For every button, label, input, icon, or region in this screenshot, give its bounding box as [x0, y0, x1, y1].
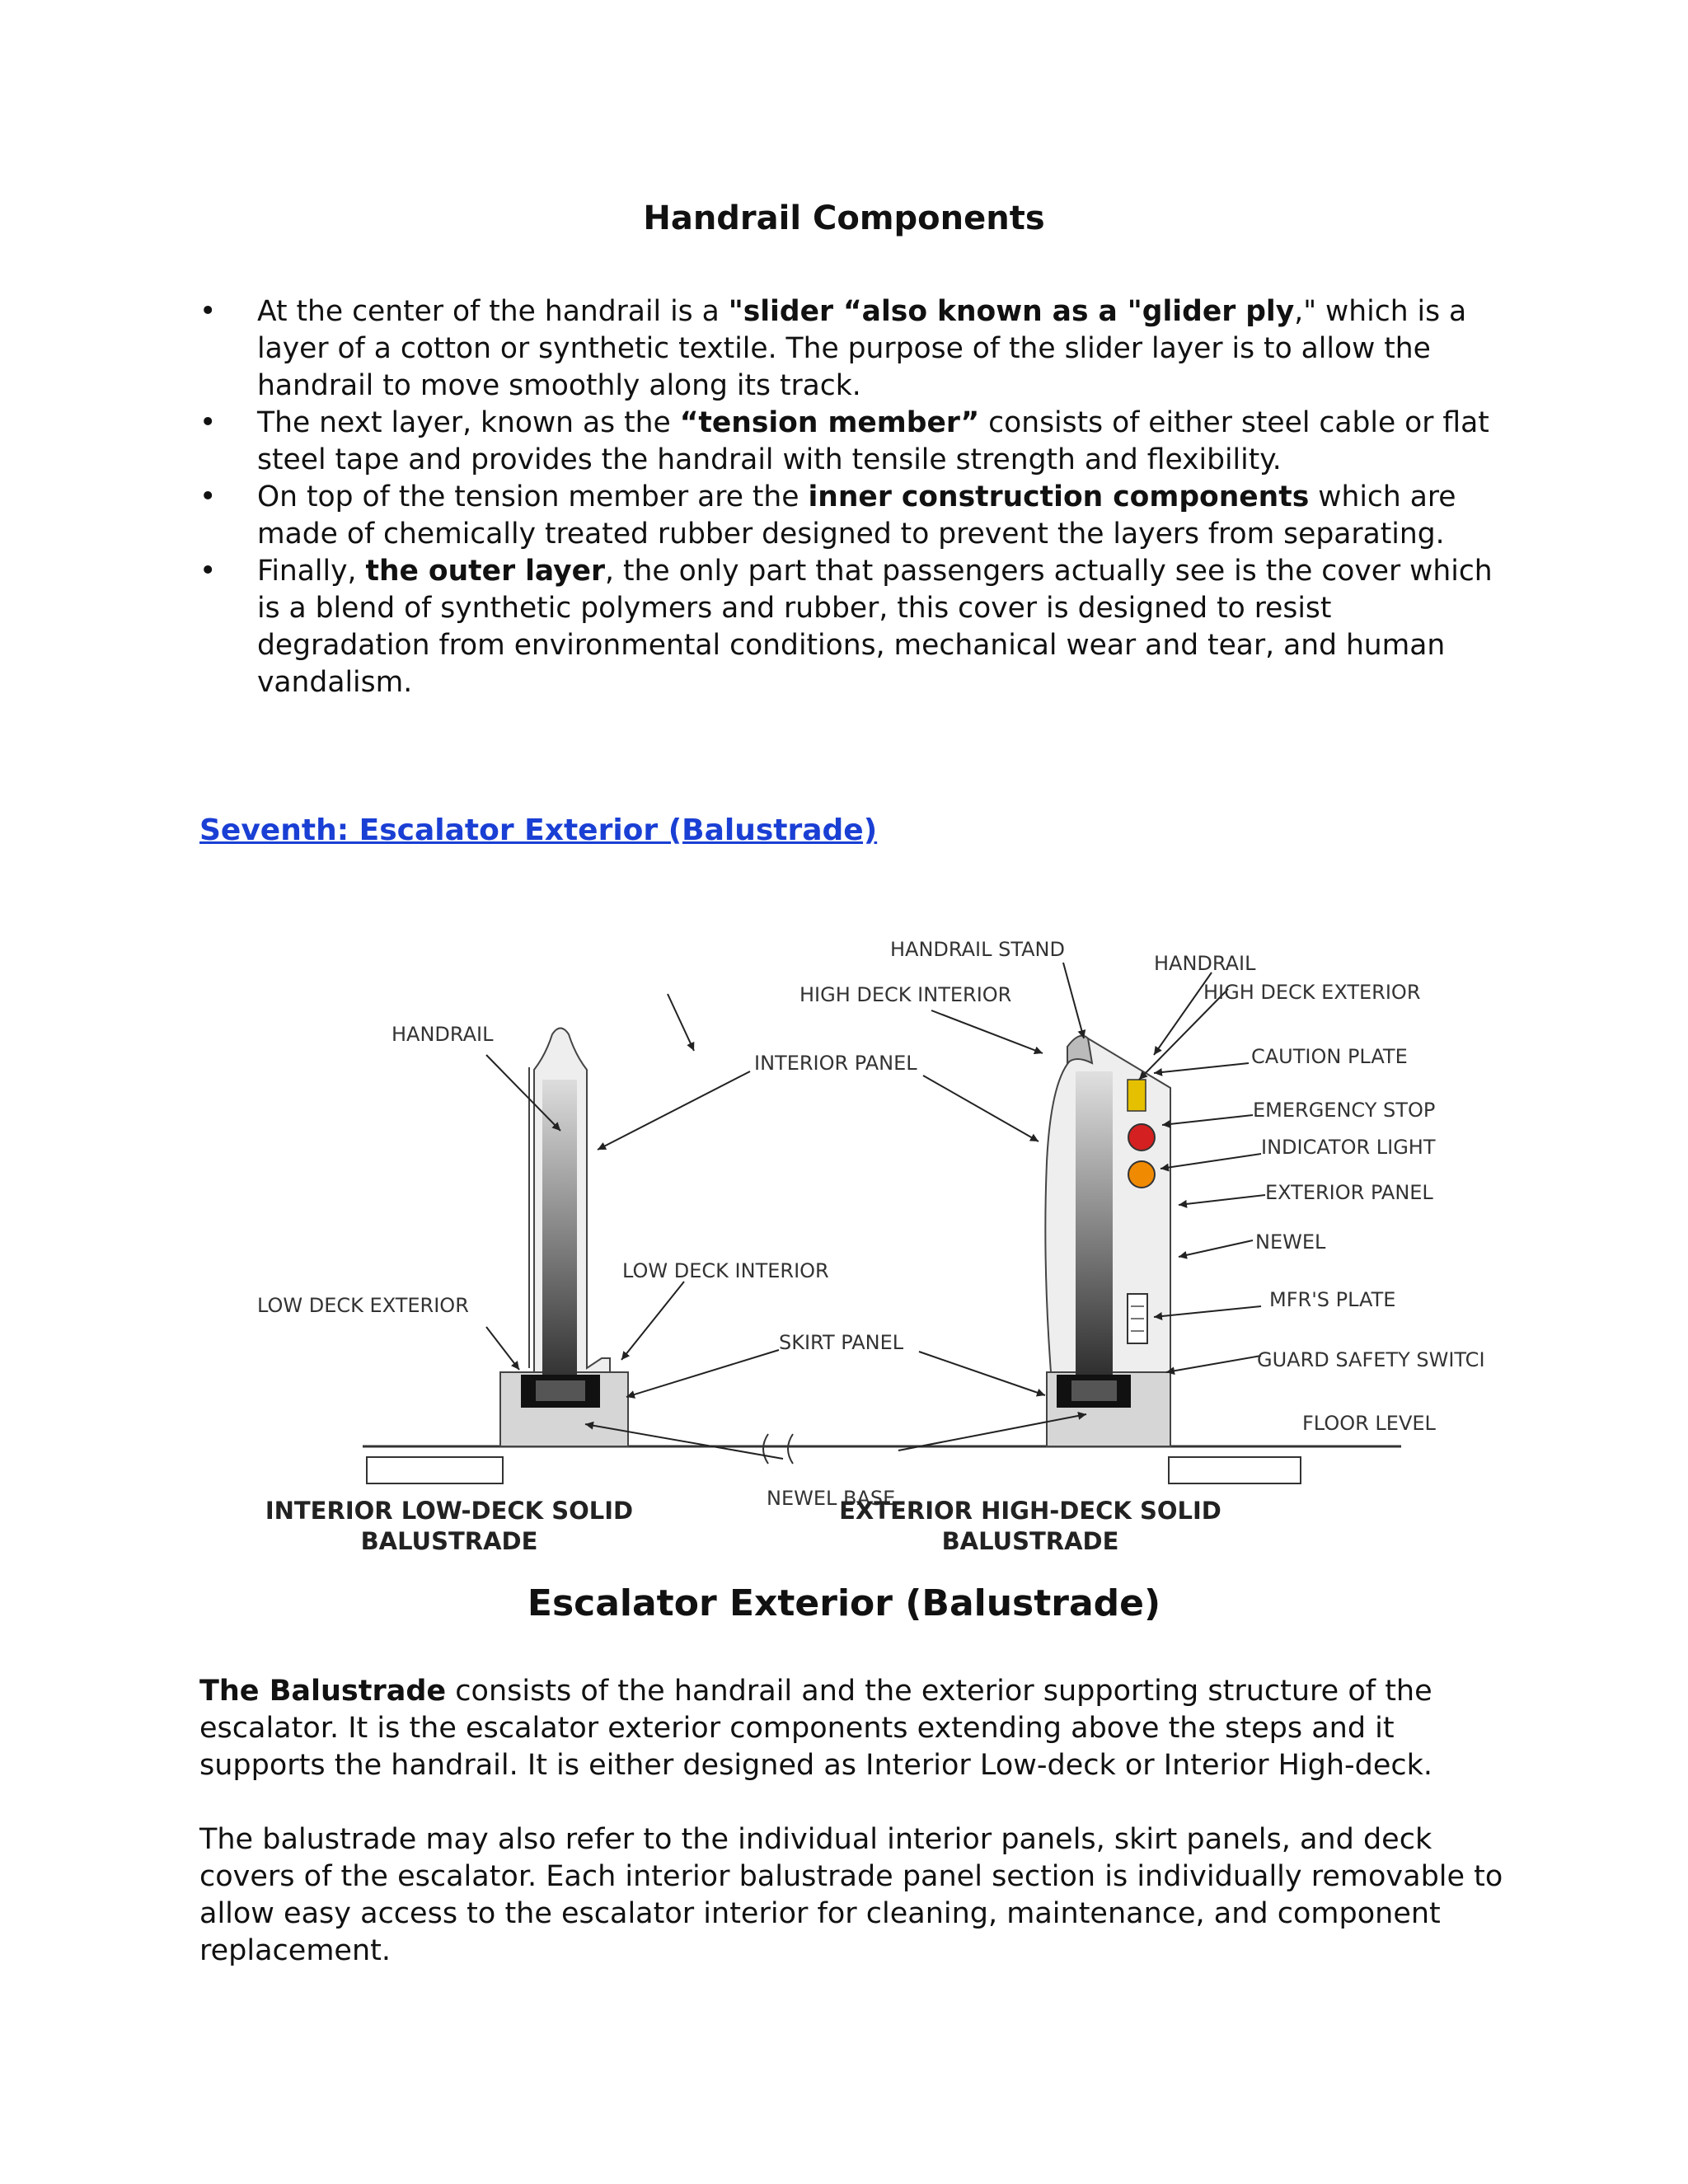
list-item [199, 553, 1510, 701]
bullet-text-bold: “tension member” [679, 406, 980, 439]
label-low-deck-interior: LOW DECK INTERIOR [622, 1259, 829, 1282]
label-indicator-light: INDICATOR LIGHT [1261, 1136, 1436, 1159]
label-caution-plate: CAUTION PLATE [1251, 1045, 1408, 1068]
paragraph-text: consists of the handrail and the exterior supporting structure of the escalator. It is the escalator exterior components extending above the steps and it supports the handrail. It is either designed as Interior Low-deck or Interior High-deck. [199, 1675, 1433, 1782]
floor-slab-left [367, 1457, 503, 1483]
paragraph-balustrade-definition [199, 1673, 1518, 1784]
label-floor-level: FLOOR LEVEL [1302, 1412, 1436, 1435]
handrail-components-list [199, 293, 1510, 701]
label-emergency-stop: EMERGENCY STOP [1253, 1099, 1436, 1122]
label-handrail-stand: HANDRAIL STAND [890, 938, 1065, 961]
label-interior-panel: INTERIOR PANEL [754, 1052, 917, 1075]
paragraph-bold-term: The Balustrade [199, 1675, 447, 1708]
label-low-deck-exterior: LOW DECK EXTERIOR [257, 1294, 469, 1317]
list-item [199, 405, 1510, 479]
label-high-deck-interior: HIGH DECK INTERIOR [799, 983, 1012, 1006]
label-guard-safety-switch: GUARD SAFETY SWITCI [1257, 1348, 1485, 1371]
bullet-text-post: consists of either steel cable or flat steel tape and provides the handrail with tensile strength and flexibility. [257, 406, 1489, 476]
label-newel: NEWEL [1255, 1230, 1326, 1254]
bullet-text-post: , the only part that passengers actually see is the cover which is a blend of synthetic polymers and rubber, this cover is designed to resist degradation from environmental conditions, mechanical wear and tear, and human vandalism. [257, 555, 1493, 699]
bullet-text-post: ," which is a layer of a cotton or synthetic textile. The purpose of the slider layer is to allow the handrail to move smoothly along its track. [257, 295, 1467, 402]
label-handrail-right: HANDRAIL [1154, 952, 1256, 975]
label-mfr-plate: MFR'S PLATE [1269, 1288, 1396, 1311]
paragraph-balustrade-panels: The balustrade may also refer to the individual interior panels, skirt panels, and deck covers of the escalator. Each interior balustrade panel section is individually removable to allow easy access to the escalator interior for cleaning, maintenance, and component replacement. [199, 1823, 1503, 1967]
page-title: Handrail Components [643, 199, 1045, 237]
bullet-text-pre: At the center of the handrail is a [257, 295, 729, 328]
caption-left-line1: INTERIOR LOW-DECK SOLID [265, 1497, 634, 1525]
balustrade-diagram [239, 915, 1508, 1566]
bullet-text-pre: The next layer, known as the [257, 406, 680, 439]
floor-slab-right [1169, 1457, 1301, 1483]
label-exterior-panel: EXTERIOR PANEL [1265, 1181, 1433, 1204]
label-newel-base: NEWEL BASE [767, 1487, 896, 1510]
low-deck-balustrade [500, 1029, 628, 1447]
section-heading: Escalator Exterior (Balustrade) [527, 1582, 1161, 1624]
list-item [199, 479, 1510, 553]
label-handrail-left: HANDRAIL [392, 1023, 494, 1046]
high-deck-balustrade [1045, 1036, 1170, 1446]
caption-right-line1: EXTERIOR HIGH-DECK SOLID [839, 1497, 1221, 1525]
section-link-balustrade[interactable]: Seventh: Escalator Exterior (Balustrade) [199, 813, 878, 847]
caption-right-line2: BALUSTRADE [941, 1527, 1119, 1555]
bullet-text-bold: inner construction components [808, 480, 1310, 513]
list-item [199, 293, 1510, 405]
bullet-text-pre: Finally, [257, 555, 366, 588]
caption-left-line2: BALUSTRADE [360, 1527, 538, 1555]
bullet-text-bold: the outer layer [365, 555, 606, 588]
bullet-text-pre: On top of the tension member are the [257, 480, 809, 513]
label-skirt-panel: SKIRT PANEL [779, 1331, 904, 1354]
bullet-text-bold: "slider “also known as a "glider ply [728, 295, 1295, 328]
break-symbol [763, 1434, 793, 1464]
label-high-deck-exterior: HIGH DECK EXTERIOR [1203, 981, 1421, 1004]
bullet-text-post: which are made of chemically treated rubber designed to prevent the layers from separating. [257, 480, 1456, 551]
